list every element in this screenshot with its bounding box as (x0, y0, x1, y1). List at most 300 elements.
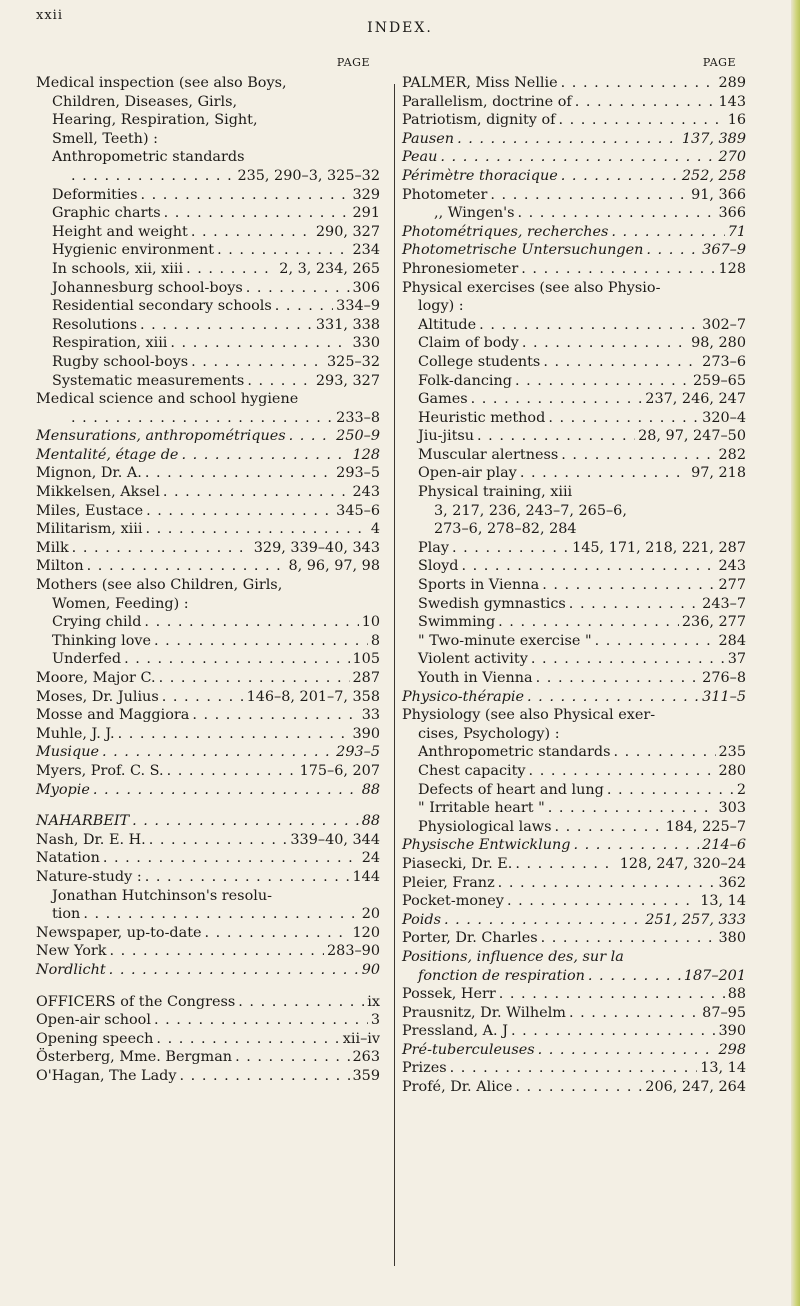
entry-pages: 128 (718, 260, 746, 277)
leader-dots (140, 186, 349, 205)
index-entry (36, 613, 380, 632)
entry-term: OFFICERS of the Congress (36, 993, 236, 1010)
page-edge (791, 0, 800, 1306)
entry-pages: 359 (352, 1067, 380, 1084)
entry-term: Muhle, J. J. (36, 725, 115, 742)
entry-pages: 252, 258 (681, 167, 746, 184)
index-entry (402, 1059, 746, 1078)
entry-pages: 214–6 (702, 837, 746, 854)
entry-term: Profé, Dr. Alice (402, 1079, 513, 1096)
index-entry (36, 725, 380, 744)
leader-dots (555, 818, 663, 837)
leader-dots (180, 1067, 350, 1086)
index-entry (402, 353, 746, 372)
entry-pages: 380 (718, 930, 746, 947)
entry-pages: ix (367, 993, 380, 1010)
column-divider (394, 84, 395, 1266)
entry-term: Physiology (see also Physical exer- (402, 707, 656, 724)
index-entry (402, 799, 746, 818)
index-entry (36, 557, 380, 576)
entry-pages: 284 (718, 632, 746, 649)
entry-term: Prizes (402, 1060, 447, 1077)
index-entry (402, 688, 746, 707)
leader-dots (548, 799, 716, 818)
entry-term: PALMER, Miss Nellie (402, 75, 558, 91)
leader-dots (517, 204, 715, 223)
entry-term: Underfed (52, 651, 122, 668)
entry-pages: 2, 3, 234, 265 (279, 260, 380, 277)
entry-pages: 206, 247, 264 (645, 1079, 746, 1096)
leader-dots (457, 130, 679, 149)
entry-term: cises, Psychology) : (418, 725, 560, 742)
entry-term: Play (418, 539, 449, 556)
entry-pages: 282 (718, 446, 746, 463)
index-entry (36, 961, 380, 980)
index-entry (402, 892, 746, 911)
entry-term: Mosse and Maggiora (36, 707, 190, 724)
entry-pages: 8, 96, 97, 98 (288, 558, 380, 575)
index-entry (36, 390, 380, 409)
index-entry (36, 111, 380, 130)
entry-term: Hygienic environment (52, 242, 215, 259)
leader-dots (162, 688, 244, 707)
index-entry (36, 464, 380, 483)
leader-dots (520, 464, 688, 483)
entry-term: Rugby school-boys (52, 353, 189, 370)
entry-pages: 329, 339–40, 343 (253, 539, 380, 556)
leader-dots (235, 1048, 349, 1067)
leader-dots (511, 1022, 716, 1041)
index-entry (402, 223, 746, 242)
entry-term: " Two-minute exercise " (418, 632, 592, 649)
index-entry (36, 924, 380, 943)
entry-pages: 293–5 (336, 465, 380, 482)
entry-pages: 250–9 (336, 428, 380, 445)
entry-pages: 362 (718, 874, 746, 891)
leader-dots (548, 409, 699, 428)
index-entry (402, 241, 746, 260)
index-entry (402, 967, 746, 986)
entry-term: Myopie (36, 781, 90, 798)
entry-term: Residential secondary schools (52, 298, 272, 315)
index-entry (36, 1011, 380, 1030)
entry-pages: 3 (370, 1012, 380, 1029)
leader-dots (498, 874, 716, 893)
entry-term: Violent activity (418, 651, 528, 668)
entry-term: Heuristic method (418, 409, 546, 426)
index-entry (402, 855, 746, 874)
entry-pages: 306 (352, 279, 380, 296)
index-entry (402, 74, 746, 93)
index-entry (402, 539, 746, 558)
index-entry (36, 334, 380, 353)
entry-term: Parallelism, doctrine of (402, 93, 572, 110)
entry-term: Smell, Teeth) : (52, 130, 158, 147)
entry-term: Anthropometric standards (52, 149, 245, 166)
leader-dots (140, 316, 313, 335)
index-entry (36, 427, 380, 446)
entry-term: Österberg, Mme. Bergman (36, 1049, 233, 1066)
index-entry (36, 812, 380, 831)
entry-term: Peau (402, 149, 438, 166)
entry-pages: 236, 277 (681, 614, 746, 631)
entry-term: tion (52, 906, 81, 923)
entry-term: Physical exercises (see also Physio- (402, 279, 661, 296)
entry-term: Patriotism, dignity of (402, 112, 556, 129)
leader-dots (575, 93, 716, 112)
entry-term: Milton (36, 558, 84, 575)
entry-pages: 263 (352, 1049, 380, 1066)
index-entry (402, 316, 746, 335)
entry-pages: 243 (718, 558, 746, 575)
index-entry (36, 167, 380, 186)
leader-dots (440, 148, 715, 167)
entry-pages: 283–90 (327, 943, 380, 960)
entry-term: Moore, Major C. (36, 670, 156, 686)
index-entry (402, 669, 746, 688)
leader-dots (110, 942, 325, 961)
entry-term: Deformities (52, 186, 138, 203)
index-entry (36, 650, 380, 669)
leader-dots (507, 892, 697, 911)
index-entry (36, 223, 380, 242)
leader-dots (71, 409, 333, 428)
index-entry (36, 539, 380, 558)
index-entry (36, 669, 380, 688)
index-entry (402, 111, 746, 130)
leader-dots (102, 743, 333, 762)
page-column-label: PAGE (702, 56, 736, 69)
entry-term: Women, Feeding) : (52, 595, 189, 612)
left-column (36, 56, 380, 1085)
leader-dots (521, 260, 715, 279)
entry-pages: 287 (352, 670, 380, 686)
entry-pages: 234 (352, 242, 380, 259)
leader-dots (275, 297, 333, 316)
entry-pages: 367–9 (702, 242, 746, 259)
entry-term: Sloyd (418, 558, 459, 575)
index-entry (402, 334, 746, 353)
page-column-label: PAGE (336, 56, 370, 69)
entry-term: Natation (36, 850, 100, 867)
section-gap (36, 799, 380, 812)
index-entry (36, 781, 380, 800)
entry-term: Youth in Vienna (418, 670, 533, 686)
entry-term: Hearing, Respiration, Sight, (52, 112, 258, 129)
leader-dots (452, 539, 569, 558)
entry-pages: 329 (352, 186, 380, 203)
entry-pages: 303 (718, 800, 746, 817)
index-entry (402, 874, 746, 893)
entry-pages: 366 (718, 205, 746, 222)
entry-pages: 28, 97, 247–50 (638, 428, 746, 445)
leader-dots (479, 316, 699, 335)
entry-term: Nash, Dr. E. H. (36, 831, 146, 848)
leader-dots (541, 929, 716, 948)
index-entry (402, 297, 746, 316)
leader-dots (164, 204, 350, 223)
index-entry (36, 706, 380, 725)
entry-pages: 187–201 (683, 967, 746, 984)
index-entry (36, 93, 380, 112)
entry-pages: 128, 247, 320–24 (619, 855, 746, 872)
leader-dots (163, 483, 350, 502)
entry-pages: 259–65 (693, 372, 746, 389)
leader-dots (444, 911, 642, 930)
leader-dots (289, 427, 334, 446)
entry-pages: 280 (718, 762, 746, 779)
entry-term: Pré-tuberculeuses (402, 1041, 535, 1058)
leader-dots (499, 985, 725, 1004)
index-entry (402, 464, 746, 483)
index-entry (36, 743, 380, 762)
entry-pages: 20 (361, 906, 380, 923)
leader-dots (542, 576, 715, 595)
entry-term: O'Hagan, The Lady (36, 1067, 177, 1084)
leader-dots (191, 353, 324, 372)
leader-dots (154, 632, 368, 651)
entry-term: Jonathan Hutchinson's resolu- (52, 887, 272, 904)
index-entry (36, 353, 380, 372)
index-entry (402, 186, 746, 205)
entry-term: Height and weight (52, 223, 188, 240)
entry-term: Graphic charts (52, 205, 161, 222)
index-entry (36, 130, 380, 149)
running-head: INDEX. (367, 20, 433, 36)
entry-term: Poids (402, 911, 441, 928)
entry-pages: 320–4 (702, 409, 746, 426)
index-entry (402, 706, 746, 725)
entry-term: ,, Wingen's (434, 205, 515, 222)
index-entry (402, 204, 746, 223)
entry-pages: 293–5 (336, 744, 380, 761)
entry-term: Thinking love (52, 632, 152, 649)
leader-dots (132, 812, 359, 831)
index-entry (36, 316, 380, 335)
index-entry (36, 260, 380, 279)
leader-dots (595, 632, 716, 651)
leader-dots (118, 725, 350, 744)
leader-dots (154, 1011, 368, 1030)
entry-pages: 98, 280 (691, 335, 746, 352)
index-entry (36, 831, 380, 850)
leader-dots (611, 223, 724, 242)
leader-dots (531, 650, 725, 669)
entry-pages: 88 (361, 781, 380, 798)
entry-term: Musique (36, 744, 99, 761)
index-entry (36, 241, 380, 260)
index-entry (402, 427, 746, 446)
leader-dots (191, 223, 313, 242)
entry-term: Swedish gymnastics (418, 595, 566, 612)
index-entry (36, 186, 380, 205)
entry-pages: 273–6 (702, 353, 746, 370)
leader-dots (146, 520, 368, 539)
entry-pages: 87–95 (702, 1004, 746, 1021)
entry-pages: 291 (352, 205, 380, 222)
entry-term: Mothers (see also Children, Girls, (36, 577, 283, 594)
entry-pages: 339–40, 344 (290, 831, 380, 848)
entry-term: Physische Entwicklung (402, 837, 571, 854)
index-entry (402, 520, 746, 539)
entry-pages: 97, 218 (691, 465, 746, 482)
index-entry (36, 887, 380, 906)
entry-term: College students (418, 353, 541, 370)
entry-term: Physical training, xiii (418, 484, 573, 501)
entry-pages: 105 (352, 651, 380, 668)
page-number: xxii (36, 8, 63, 23)
entry-term: fonction de respiration (418, 967, 585, 984)
index-entry (402, 911, 746, 930)
entry-pages: 71 (727, 223, 746, 240)
entry-pages: 235 (718, 744, 746, 761)
leader-dots (588, 967, 681, 986)
index-entry (402, 483, 746, 502)
leader-dots (543, 353, 699, 372)
leader-dots (181, 446, 349, 465)
entry-pages: 289 (718, 75, 746, 91)
entry-pages: 33 (361, 707, 380, 724)
index-entry (36, 409, 380, 428)
leader-dots (170, 334, 349, 353)
entry-term: Moses, Dr. Julius (36, 688, 159, 705)
entry-pages: 293, 327 (315, 372, 380, 389)
entry-term: Photometer (402, 186, 488, 203)
leader-dots (238, 993, 364, 1012)
entry-pages: 13, 14 (700, 893, 746, 910)
index-entry (36, 204, 380, 223)
leader-dots (217, 241, 349, 260)
entry-term: Respiration, xiii (52, 335, 168, 352)
leader-dots (522, 334, 688, 353)
entry-pages: 243 (352, 484, 380, 501)
entry-pages: 91, 366 (691, 186, 746, 203)
leader-dots (471, 390, 643, 409)
leader-dots (561, 74, 716, 93)
index-entry (36, 148, 380, 167)
leader-dots (83, 905, 358, 924)
entry-pages: 237, 246, 247 (645, 391, 746, 408)
index-entry (402, 632, 746, 651)
index-entry (36, 1030, 380, 1049)
leader-dots (573, 836, 699, 855)
entry-pages: 334–9 (336, 298, 380, 315)
index-entry (402, 1022, 746, 1041)
index-entry (402, 818, 746, 837)
index-entry (402, 1078, 746, 1097)
entry-term: Physico-thérapie (402, 688, 525, 705)
index-entry (36, 483, 380, 502)
entry-term: " Irritable heart " (418, 800, 545, 817)
entry-term: Mensurations, anthropométriques (36, 428, 286, 445)
right-column (402, 56, 746, 1097)
entry-pages: 4 (370, 521, 380, 538)
entry-pages: 233–8 (336, 409, 380, 426)
index-entry (36, 849, 380, 868)
entry-term: Altitude (418, 316, 477, 333)
entry-term: Crying child (52, 614, 142, 631)
leader-dots (538, 1041, 716, 1060)
entry-term: Open-air play (418, 465, 517, 482)
leader-dots (145, 464, 333, 483)
leader-dots (529, 762, 716, 781)
leader-dots (561, 167, 679, 186)
entry-pages: 90 (361, 961, 380, 978)
leader-dots (613, 743, 715, 762)
entry-term: Children, Diseases, Girls, (52, 93, 238, 110)
leader-dots (646, 241, 699, 260)
leader-dots (71, 167, 234, 186)
entry-term: Pausen (402, 130, 455, 147)
entry-term: Milk (36, 539, 69, 556)
entry-pages: 277 (718, 577, 746, 594)
leader-dots (103, 849, 359, 868)
entry-pages: 24 (361, 850, 380, 867)
leader-dots (192, 706, 358, 725)
entry-pages: 10 (361, 614, 380, 631)
index-entry (402, 948, 746, 967)
index-entry (36, 446, 380, 465)
section-gap (36, 980, 380, 993)
leader-dots (144, 613, 358, 632)
entry-pages: 302–7 (702, 316, 746, 333)
entry-pages: 37 (727, 651, 746, 668)
entry-pages: 13, 14 (700, 1060, 746, 1077)
entry-term: Prausnitz, Dr. Wilhelm (402, 1004, 566, 1021)
entry-term: Pocket-money (402, 893, 504, 910)
index-entry (36, 520, 380, 539)
entry-pages: 290, 327 (315, 223, 380, 240)
entry-pages: 311–5 (702, 688, 746, 705)
index-entry (36, 905, 380, 924)
entry-term: Newspaper, up-to-date (36, 924, 202, 941)
entry-pages: 137, 389 (681, 130, 746, 147)
entry-term: NAHARBEIT (36, 813, 130, 830)
index-entry (402, 148, 746, 167)
entry-term: Swimming (418, 614, 496, 631)
leader-dots (109, 961, 359, 980)
entry-term: Pleier, Franz (402, 874, 495, 891)
entry-pages: 88 (727, 986, 746, 1003)
leader-dots (246, 279, 350, 298)
index-entry (36, 502, 380, 521)
index-entry (36, 595, 380, 614)
entry-term: Photometrische Untersuchungen (402, 242, 644, 259)
index-entry (36, 297, 380, 316)
index-entry (36, 576, 380, 595)
index-entry (402, 743, 746, 762)
entry-pages: 235, 290–3, 325–32 (237, 167, 380, 184)
entry-term: Anthropometric standards (418, 744, 611, 761)
entry-pages: 146–8, 201–7, 358 (246, 688, 380, 705)
entry-pages: 144 (352, 868, 380, 885)
entry-pages: 175–6, 207 (299, 762, 380, 779)
index-entry (36, 372, 380, 391)
index-entry (402, 836, 746, 855)
index-entry (36, 1067, 380, 1086)
right-entries (402, 74, 746, 1097)
entry-term: logy) : (418, 298, 464, 315)
leader-dots (558, 111, 724, 130)
entry-term: Mignon, Dr. A. (36, 465, 142, 482)
index-entry (36, 279, 380, 298)
index-entry (402, 260, 746, 279)
leader-dots (87, 557, 286, 576)
index-entry (402, 929, 746, 948)
index-entry (402, 613, 746, 632)
index-entry (402, 372, 746, 391)
leader-dots (186, 260, 276, 279)
